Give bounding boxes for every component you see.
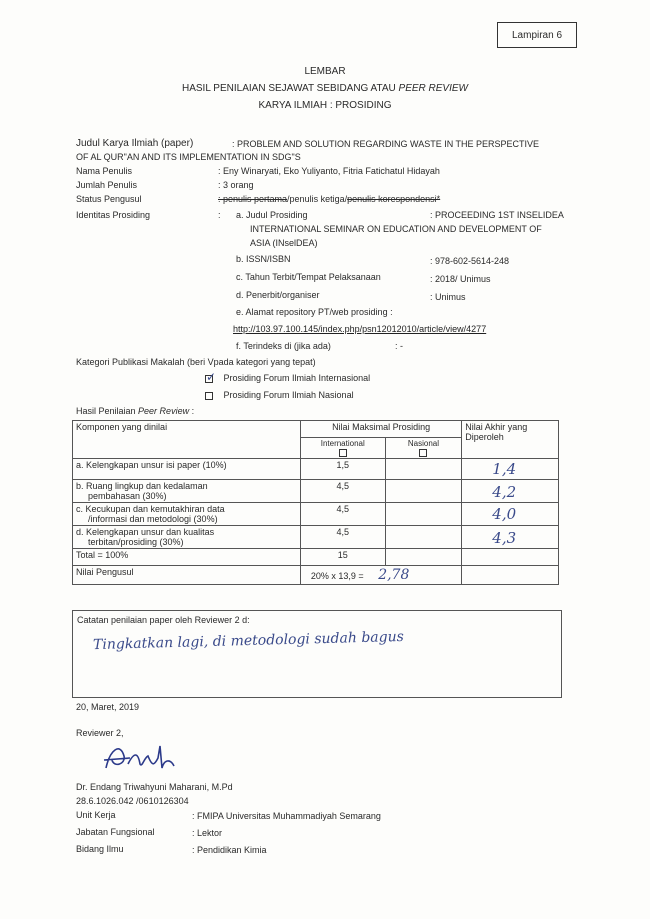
row-c-k2: /informasi dan metodologi (30%) [88, 514, 218, 524]
row-c-komponen [73, 503, 301, 526]
pros-a-value2: INTERNATIONAL SEMINAR ON EDUCATION AND DEVELOPMENT OF [250, 224, 542, 234]
pros-e-url[interactable]: http://103.97.100.145/index.php/psn12012010/article/view/4277 [233, 324, 487, 334]
pengusul-value: 2,78 [378, 567, 410, 583]
pros-b-label: b. ISSN/ISBN [236, 254, 291, 264]
row-d-k1: d. Kelengkapan unsur dan kualitas [76, 527, 215, 537]
row-d-score: 4,3 [462, 526, 559, 549]
checkbox-icon[interactable] [419, 449, 427, 457]
unit-label: Unit Kerja [76, 810, 116, 820]
lampiran-label: Lampiran 6 [511, 29, 563, 41]
kategori-label: Kategori Publikasi Makalah (beri Vpada kategori yang tepat) [76, 357, 316, 367]
pros-f-label: f. Terindeks di (jika ada) [236, 341, 331, 351]
header-internasional [300, 438, 385, 459]
pros-f-value: : - [395, 341, 403, 351]
pros-d-value: : Unimus [430, 292, 466, 302]
kategori-opt1 [205, 369, 371, 384]
total-akhir [462, 549, 559, 566]
header-akhir-line2: Diperoleh [465, 432, 504, 442]
table-row-total [73, 549, 559, 566]
pros-b-value: : 978-602-5614-248 [430, 256, 510, 266]
row-d-max: 4,5 [300, 526, 385, 549]
total-nasional [385, 549, 462, 566]
pros-c-value: : 2018/ Unimus [430, 274, 491, 284]
row-c-k1: c. Kecukupan dan kemutakhiran data [76, 504, 225, 514]
status-strike2: penulis korespondensi* [347, 194, 441, 204]
identitas-colon: : [218, 210, 221, 220]
bidang-value: : Pendidikan Kimia [192, 845, 267, 855]
row-c-nasional [385, 503, 462, 526]
row-b-max: 4,5 [300, 480, 385, 503]
checkbox-icon[interactable] [339, 449, 347, 457]
jumlah-value: : 3 orang [218, 180, 254, 190]
catatan-handwritten: Tingkatkan lagi, di metodologi sudah bagus [92, 628, 405, 654]
row-a-max: 1,5 [300, 459, 385, 480]
row-c-max: 4,5 [300, 503, 385, 526]
jabatan-label: Jabatan Fungsional [76, 827, 155, 837]
status-value [218, 194, 440, 204]
total-value: 15 [300, 549, 385, 566]
header-komponen: Komponen yang dinilai [73, 421, 301, 459]
pengusul-akhir [462, 566, 559, 585]
kategori-opt2-label: Prosiding Forum Ilmiah Nasional [223, 390, 354, 400]
identitas-label: Identitas Prosiding [76, 210, 151, 220]
header-line3: KARYA ILMIAH : PROSIDING [258, 100, 392, 111]
date: 20, Maret, 2019 [76, 702, 140, 712]
header-internasional-label: International [320, 439, 365, 448]
kategori-opt1-label: Prosiding Forum Ilmiah Internasional [223, 373, 371, 383]
row-c-score: 4,0 [462, 503, 559, 526]
catatan-box [72, 610, 562, 698]
header-line2-italic: PEER REVIEW [398, 83, 468, 94]
row-d-komponen [73, 526, 301, 549]
pros-a-value1: : PROCEEDING 1ST INSELIDEA [430, 210, 564, 220]
row-a-nasional [385, 459, 462, 480]
reviewer-name: Dr. Endang Triwahyuni Maharani, M.Pd [76, 782, 233, 792]
score-table [72, 420, 559, 585]
pros-a-label: a. Judul Prosiding [236, 210, 308, 220]
checkbox-checked-icon[interactable] [205, 369, 217, 384]
row-a-komponen: a. Kelengkapan unsur isi paper (10%) [73, 459, 301, 480]
row-b-score: 4,2 [462, 480, 559, 503]
pengusul-cell [300, 566, 461, 585]
table-row [73, 480, 559, 503]
jabatan-value: : Lektor [192, 828, 223, 838]
judul-value2: OF AL QUR"AN AND ITS IMPLEMENTATION IN SDG"S [76, 152, 301, 162]
bidang-label: Bidang Ilmu [76, 844, 124, 854]
status-mid: /penulis ketiga/ [287, 194, 348, 204]
kategori-opt2 [205, 390, 354, 400]
reviewer-title: Reviewer 2, [76, 728, 124, 738]
pros-e-label: e. Alamat repository PT/web prosiding : [236, 307, 393, 317]
header-nilai-maks: Nilai Maksimal Prosiding [300, 421, 461, 438]
row-d-k2: terbitan/prosiding (30%) [88, 537, 184, 547]
judul-value1: : PROBLEM AND SOLUTION REGARDING WASTE IN THE PERSPECTIVE [232, 139, 540, 149]
status-strike1: : penulis pertama [218, 194, 288, 204]
pros-a-value3: ASIA (INselDEA) [250, 238, 318, 248]
hasil-label-post: : [189, 406, 195, 416]
header-line2-text: HASIL PENILAIAN SEJAWAT SEBIDANG ATAU [181, 83, 399, 94]
row-a-score: 1,4 [462, 459, 559, 480]
hasil-label [76, 406, 194, 416]
row-b-nasional [385, 480, 462, 503]
row-b-komponen [73, 480, 301, 503]
total-label: Total = 100% [73, 549, 301, 566]
row-b-k2: pembahasan (30%) [88, 491, 167, 501]
lampiran-box [497, 22, 577, 48]
row-d-nasional [385, 526, 462, 549]
reviewer-nip: 28.6.1026.042 /0610126304 [76, 796, 189, 806]
status-label: Status Pengusul [76, 194, 142, 204]
nama-label: Nama Penulis [76, 166, 133, 176]
row-b-k1: b. Ruang lingkup dan kedalaman [76, 481, 208, 491]
catatan-label: Catatan penilaian paper oleh Reviewer 2 d: [77, 615, 250, 625]
table-row-pengusul [73, 566, 559, 585]
header-nasional [385, 438, 462, 459]
table-row [73, 526, 559, 549]
pengusul-label: Nilai Pengusul [73, 566, 301, 585]
pros-c-label: c. Tahun Terbit/Tempat Pelaksanaan [236, 272, 381, 282]
header-line1: LEMBAR [304, 66, 346, 77]
jumlah-label: Jumlah Penulis [76, 180, 138, 190]
header-nasional-label: Nasional [407, 439, 439, 448]
header-akhir [462, 421, 559, 459]
pros-d-label: d. Penerbit/organiser [236, 290, 320, 300]
nama-value: : Eny Winaryati, Eko Yuliyanto, Fitria Fatichatul Hidayah [218, 166, 440, 176]
table-row [73, 503, 559, 526]
unit-value: : FMIPA Universitas Muhammadiyah Semarang [192, 811, 381, 821]
header-line2 [0, 83, 650, 94]
pengusul-formula: 20% x 13,9 = [310, 571, 364, 581]
signature-icon [100, 738, 190, 778]
check-mark-icon: ✓ [206, 369, 217, 384]
checkbox-icon[interactable] [205, 392, 213, 400]
hasil-label-pre: Hasil Penilaian [76, 406, 139, 416]
hasil-label-italic: Peer Review [138, 406, 190, 416]
judul-label: Judul Karya Ilmiah (paper) [76, 138, 194, 149]
table-header-row [73, 421, 559, 438]
table-row [73, 459, 559, 480]
header-akhir-line1: Nilai Akhir yang [465, 422, 528, 432]
